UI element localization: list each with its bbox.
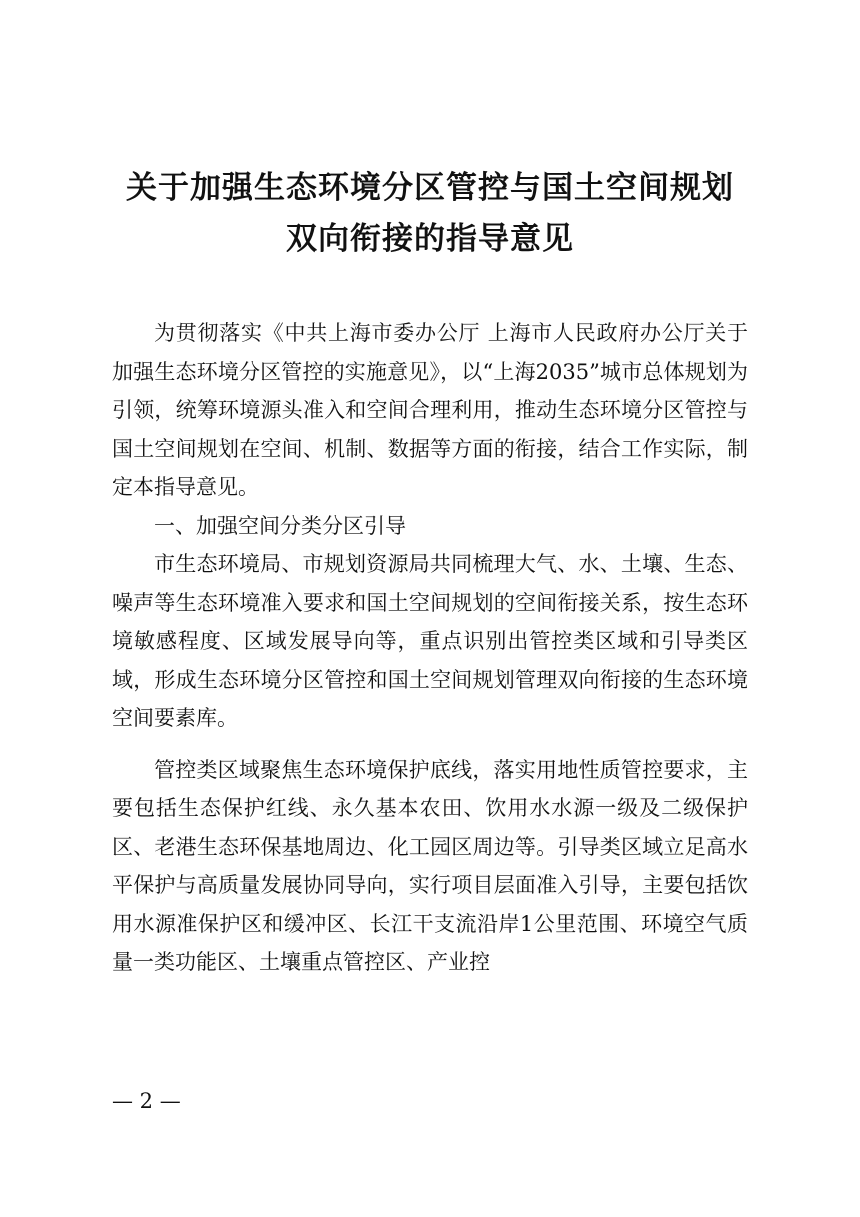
- page-number: — 2 —: [112, 1089, 181, 1113]
- paragraph-spatial-guidance: 市生态环境局、市规划资源局共同梳理大气、水、土壤、生态、噪声等生态环境准入要求和国土空间规划的空间衔接关系，按生态环境敏感程度、区域发展导向等，重点识别出管控类区域和引导类区域，形成生态环境分区管控和国土空间规划管理双向衔接的生态环境空间要素库。: [112, 552, 748, 730]
- paragraph-control-zones: 管控类区域聚焦生态环境保护底线，落实用地性质管控要求，主要包括生态保护红线、永久基本农田、饮用水水源一级及二级保护区、老港生态环保基地周边、化工园区周边等。引导类区域立足高水平保护与高质量发展协同导向，实行项目层面准入引导，主要包括饮用水源准保护区和缓冲区、长江干支流沿岸1公里范围、环境空气质量一类功能区、土壤重点管控区、产业控: [112, 757, 748, 974]
- section-heading-1: 一、加强空间分类分区引导: [154, 513, 406, 538]
- document-title-line-2: 双向衔接的指导意见: [286, 221, 574, 257]
- paragraph-intro: 为贯彻落实《中共上海市委办公厅 上海市人民政府办公厅关于加强生态环境分区管控的实施意见》，以“上海2035”城市总体规划为引领，统筹环境源头准入和空间合理利用，推动生态环境分区管控与国土空间规划在空间、机制、数据等方面的衔接，结合工作实际，制定本指导意见。: [112, 321, 748, 499]
- document-title-line-1: 关于加强生态环境分区管控与国土空间规划: [126, 170, 734, 206]
- document-body: [112, 314, 748, 982]
